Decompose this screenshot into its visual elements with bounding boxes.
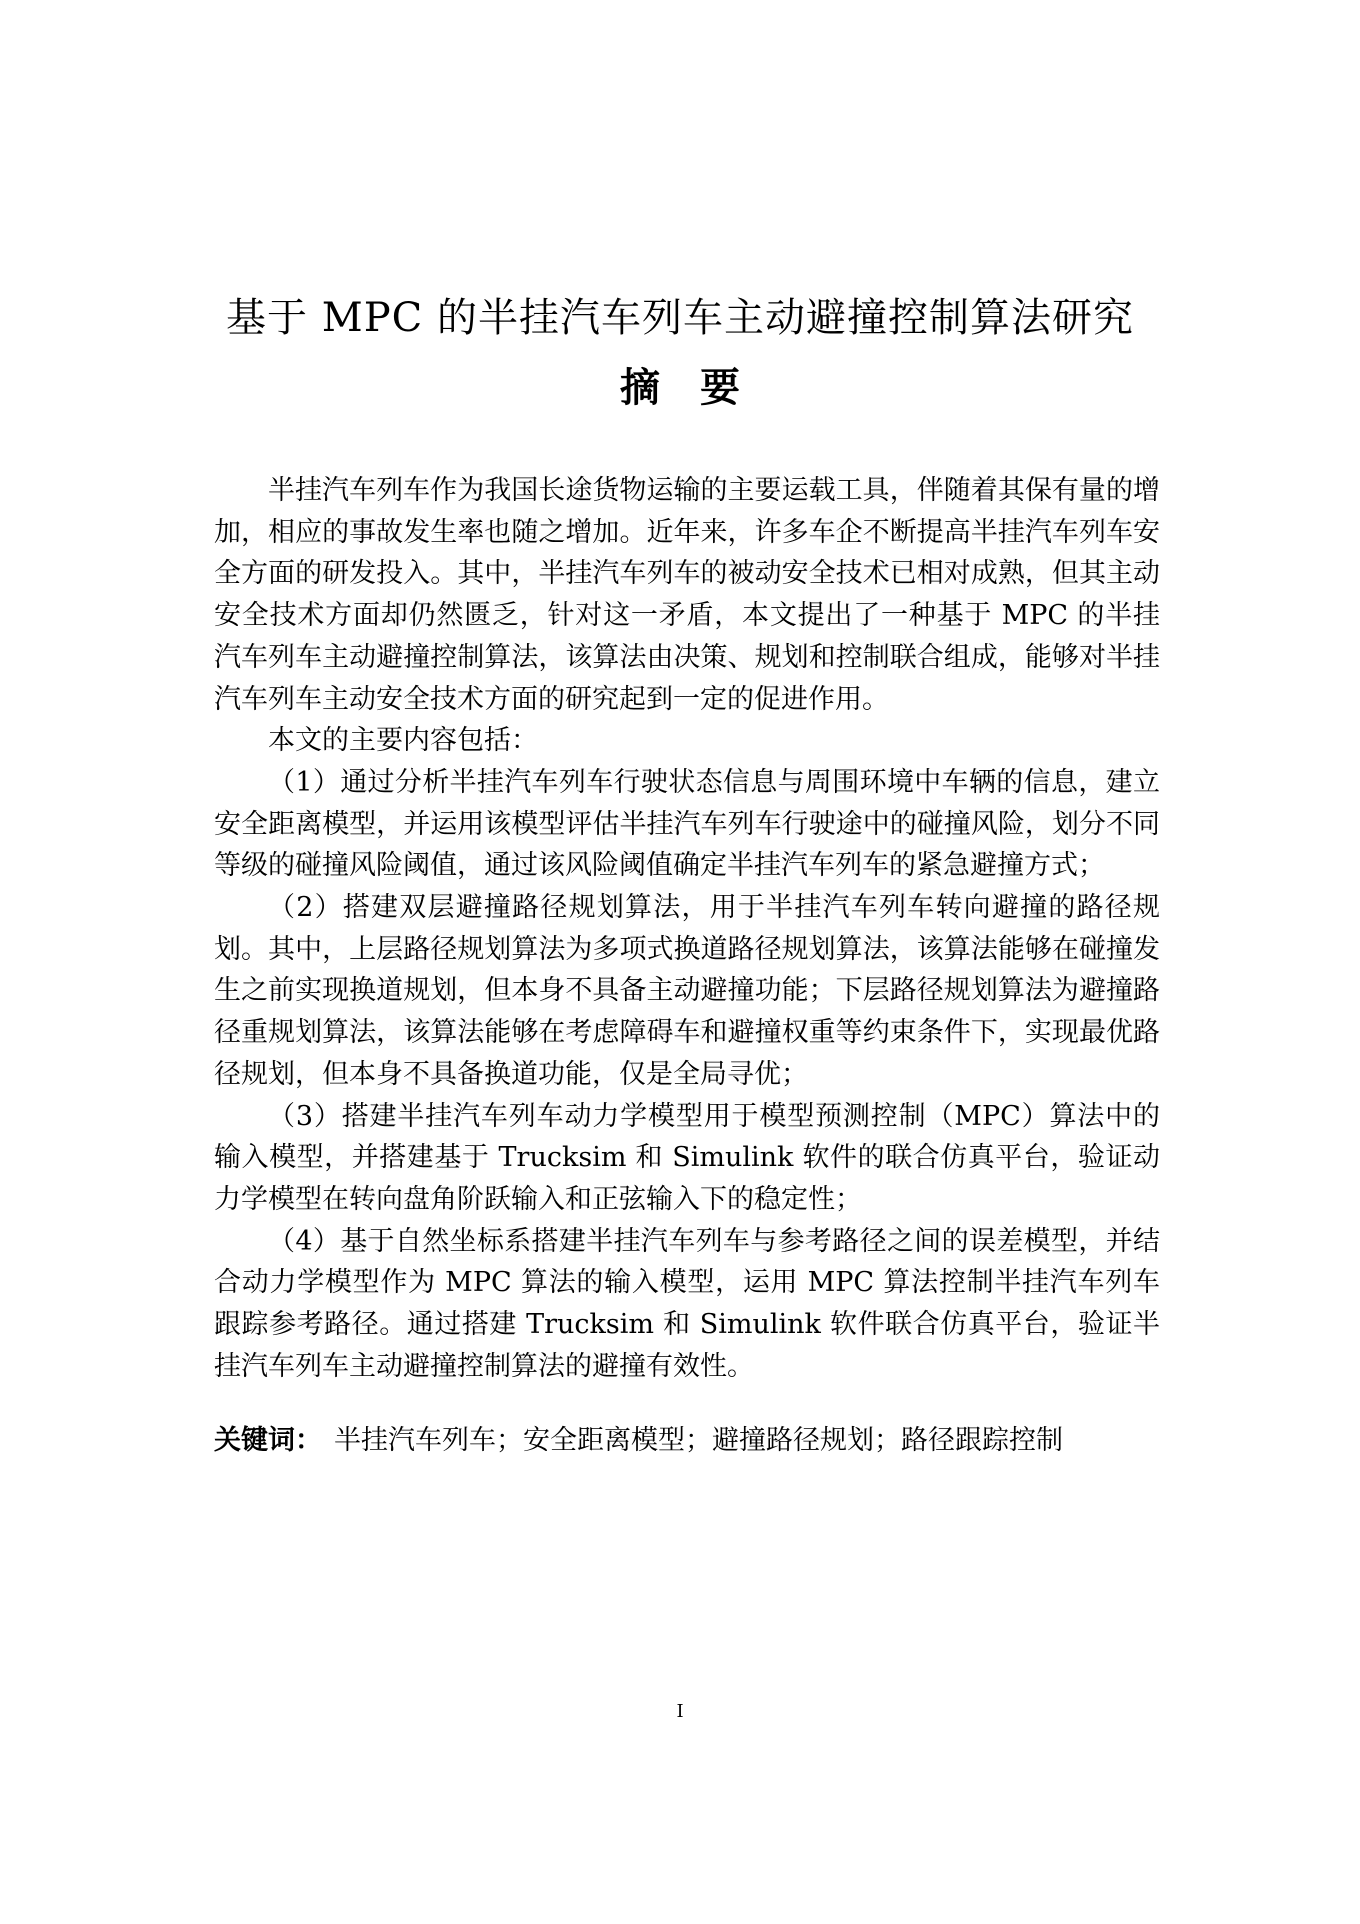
abstract-body (214, 470, 1160, 1387)
abstract-paragraph-item-4: （4）基于自然坐标系搭建半挂汽车列车与参考路径之间的误差模型，并结合动力学模型作为 MPC 算法的输入模型，运用 MPC 算法控制半挂汽车列车跟踪参考路径。通过搭建 Trucksim 和 Simulink 软件联合仿真平台，验证半挂汽车列车主动避撞控制算法的避撞有效性。 (214, 1225, 1160, 1382)
abstract-paragraph-item-3: （3）搭建半挂汽车列车动力学模型用于模型预测控制（MPC）算法中的输入模型，并搭建基于 Trucksim 和 Simulink 软件的联合仿真平台，验证动力学模型在转向盘角阶跃输入和正弦输入下的稳定性； (214, 1100, 1160, 1215)
thesis-title: 基于 MPC 的半挂汽车列车主动避撞控制算法研究 (226, 295, 1134, 341)
abstract-paragraph-intro: 半挂汽车列车作为我国长途货物运输的主要运载工具，伴随着其保有量的增加，相应的事故发生率也随之增加。近年来，许多车企不断提高半挂汽车列车安全方面的研发投入。其中，半挂汽车列车的被动安全技术已相对成熟，但其主动安全技术方面却仍然匮乏，针对这一矛盾，本文提出了一种基于 MPC 的半挂汽车列车主动避撞控制算法，该算法由决策、规划和控制联合组成，能够对半挂汽车列车主动安全技术方面的研究起到一定的促进作用。 (214, 475, 1160, 715)
keywords-line (214, 1420, 1160, 1462)
keywords-text: 半挂汽车列车；安全距离模型；避撞路径规划；路径跟踪控制 (334, 1425, 1063, 1456)
page-number: I (676, 1701, 684, 1722)
abstract-heading: 摘要 (620, 364, 780, 411)
abstract-paragraph-item-1: （1）通过分析半挂汽车列车行驶状态信息与周围环境中车辆的信息，建立安全距离模型，并运用该模型评估半挂汽车列车行驶途中的碰撞风险，划分不同等级的碰撞风险阈值，通过该风险阈值确定半挂汽车列车的紧急避撞方式； (214, 766, 1160, 882)
abstract-paragraph-contents-lead: 本文的主要内容包括： (268, 725, 538, 757)
keywords-label: 关键词： (214, 1425, 322, 1456)
abstract-paragraph-item-2: （2）搭建双层避撞路径规划算法，用于半挂汽车列车转向避撞的路径规划。其中，上层路径规划算法为多项式换道路径规划算法，该算法能够在碰撞发生之前实现换道规划，但本身不具备主动避撞功能；下层路径规划算法为避撞路径重规划算法，该算法能够在考虑障碍车和避撞权重等约束条件下，实现最优路径规划，但本身不具备换道功能，仅是全局寻优； (214, 892, 1160, 1090)
